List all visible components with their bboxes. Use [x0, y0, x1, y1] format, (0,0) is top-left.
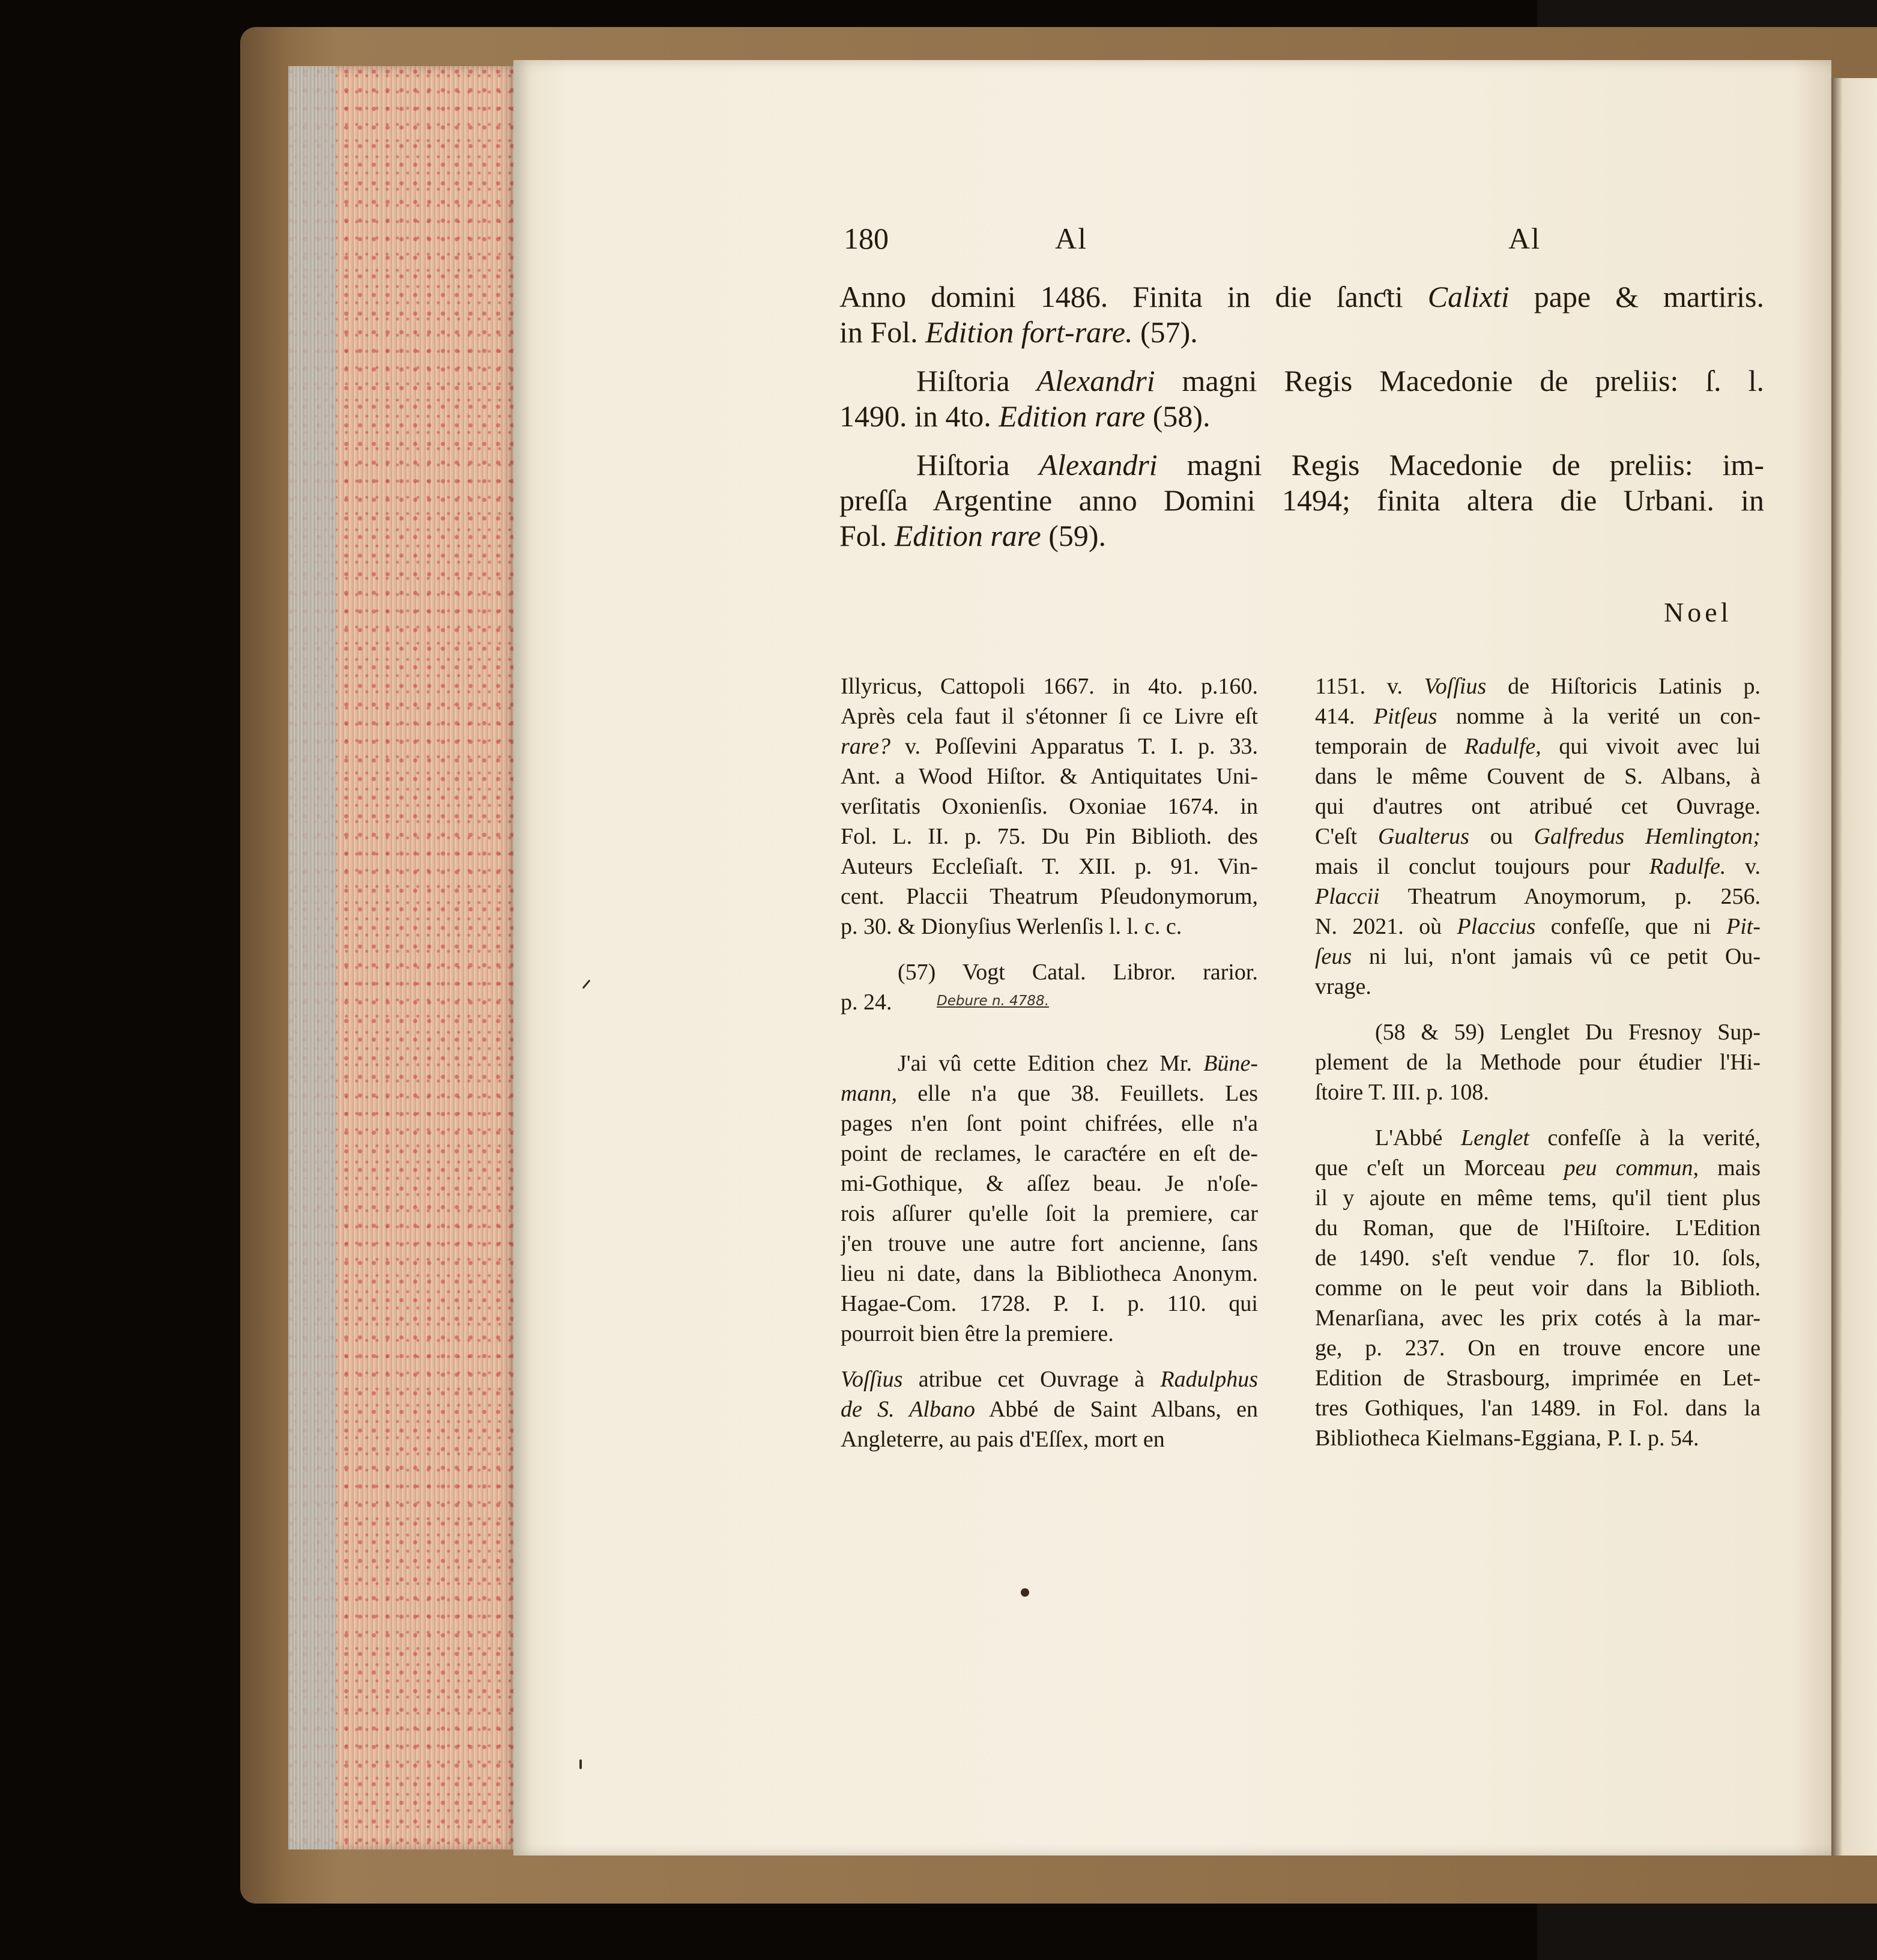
italic-text: Pit-	[1726, 914, 1761, 939]
text-run: pages n'en ſont point chifrées, elle n'a	[841, 1111, 1258, 1136]
text-run: Hagae-Com. 1728. P. I. p. 110. qui	[841, 1291, 1258, 1316]
text-run: mais	[1698, 1155, 1761, 1181]
text-run: (59).	[1041, 519, 1106, 552]
text-run: (57) Vogt Catal. Libror. rarior.	[898, 960, 1258, 985]
text-run: p. 30. & Dionyſius Werlenſis l. l. c. c.	[841, 914, 1182, 939]
text-run: qui vivoit avec lui	[1541, 734, 1761, 759]
text-line	[1315, 1183, 1761, 1213]
text-line	[841, 882, 1258, 912]
running-head-left: Al	[1055, 222, 1087, 255]
text-line	[841, 1364, 1258, 1394]
text-line	[1315, 761, 1761, 791]
text-run: lieu ni date, dans la Bibliotheca Anonym.	[841, 1261, 1258, 1286]
text-run: ni lui, n'ont jamais vû ce petit Ou-	[1352, 944, 1761, 969]
italic-text: Radulphus	[1160, 1367, 1258, 1392]
text-run: point de reclames, le caraƈtére en eſt de-	[841, 1141, 1258, 1166]
text-run: nomme à la verité un con-	[1437, 704, 1761, 729]
text-line	[841, 1319, 1258, 1349]
text-run: Hiſtoria	[916, 448, 1039, 482]
main-entries	[839, 279, 1764, 567]
text-line	[1315, 1153, 1761, 1183]
text-run: Hiſtoria	[916, 364, 1037, 398]
text-line	[1315, 701, 1761, 731]
text-run: N. 2021. où	[1315, 914, 1457, 939]
text-line	[841, 1394, 1258, 1424]
text-run: C'eſt	[1315, 824, 1378, 849]
text-run: Fol.	[839, 519, 895, 552]
handwritten-annotation: Debure n. 4788.	[937, 993, 1049, 1009]
text-run: Auteurs Eccleſiaſt. T. XII. p. 91. Vin-	[841, 854, 1258, 879]
text-line	[1315, 791, 1761, 821]
text-line	[1315, 882, 1761, 912]
text-line	[841, 821, 1258, 851]
text-line	[841, 987, 1258, 1017]
text-line	[1315, 821, 1761, 851]
text-run: Illyricus, Cattopoli 1667. in 4to. p.160.	[841, 674, 1258, 699]
note-paragraph	[1315, 671, 1761, 1002]
note-paragraph	[1315, 1123, 1761, 1453]
entry-paragraph	[839, 447, 1764, 554]
text-line	[1315, 972, 1761, 1002]
text-run: comme on le peut voir dans la Biblioth.	[1315, 1275, 1761, 1301]
italic-text: Calixti	[1427, 280, 1510, 313]
italic-text: Voſſius	[841, 1367, 903, 1392]
italic-text: peu commun,	[1564, 1155, 1699, 1181]
text-run: ou	[1469, 824, 1534, 849]
text-line	[1315, 942, 1761, 972]
text-line	[841, 1229, 1258, 1259]
italic-text: Voſſius	[1424, 674, 1487, 699]
text-line	[841, 1259, 1258, 1289]
text-line	[1315, 1333, 1761, 1363]
text-line	[841, 731, 1258, 761]
text-run: vrage.	[1315, 974, 1371, 999]
text-run: ſtoire T. III. p. 108.	[1315, 1080, 1489, 1105]
text-run: Theatrum Anoymorum, p. 256.	[1379, 884, 1761, 909]
text-run: verſitatis Oxonienſis. Oxoniae 1674. in	[841, 794, 1258, 819]
italic-text: Lenglet	[1460, 1125, 1529, 1151]
ink-speck	[582, 979, 591, 989]
italic-text: de S. Albano	[841, 1397, 975, 1422]
note-paragraph	[841, 1048, 1258, 1349]
text-run: preſſa Argentine anno Domini 1494; finita altera die Urbani. in	[839, 483, 1764, 517]
note-paragraph	[841, 671, 1258, 942]
text-line	[841, 1109, 1258, 1139]
text-line	[1315, 1363, 1761, 1393]
text-line	[841, 791, 1258, 821]
text-line	[1315, 1303, 1761, 1333]
notes-left-column	[841, 671, 1258, 1470]
text-run: confeſſe, que ni	[1535, 914, 1727, 939]
italic-text: ſeus	[1315, 944, 1352, 969]
text-run: Anno domini 1486. Finita in die ſanƈti	[839, 280, 1428, 313]
text-line	[1315, 1047, 1761, 1077]
text-run: tres Gothiques, l'an 1489. in Fol. dans la	[1315, 1396, 1761, 1421]
text-line	[841, 912, 1258, 942]
italic-text: Alexandri	[1039, 448, 1158, 482]
text-run: Après cela faut il s'étonner ſi ce Livre eſt	[841, 704, 1258, 729]
text-line	[1315, 1213, 1761, 1243]
text-line	[839, 315, 1764, 350]
italic-text: Placcius	[1457, 914, 1536, 939]
text-line	[1315, 912, 1761, 942]
italic-text: Radulfe.	[1649, 854, 1726, 879]
note-paragraph	[841, 1364, 1258, 1454]
text-run: v. Poſſevini Apparatus T. I. p. 33.	[890, 734, 1258, 759]
text-run: in Fol.	[839, 315, 926, 349]
text-run: confeſſe à la verité,	[1529, 1125, 1761, 1151]
text-run: Edition de Strasbourg, imprimée en Let-	[1315, 1366, 1761, 1391]
text-run: pourroit bien être la premiere.	[841, 1321, 1114, 1346]
text-line	[1315, 1077, 1761, 1107]
page-number: 180	[844, 222, 889, 255]
text-run: pape & martiris.	[1509, 280, 1764, 313]
text-line	[841, 1199, 1258, 1229]
text-line	[1315, 851, 1761, 882]
text-line	[839, 279, 1764, 315]
text-run: que c'eſt un Morceau	[1315, 1155, 1564, 1181]
text-line	[841, 1424, 1258, 1454]
text-line	[839, 483, 1764, 518]
text-run: temporain de	[1315, 734, 1465, 759]
text-run: magni Regis Macedonie de preliis: ſ. l.	[1155, 364, 1764, 398]
text-run: J'ai vû cette Edition chez Mr.	[898, 1051, 1204, 1076]
text-line	[841, 851, 1258, 882]
text-line	[1315, 1243, 1761, 1273]
text-line	[841, 671, 1258, 701]
entry-paragraph	[839, 279, 1764, 350]
text-run: p. 24.	[841, 990, 892, 1015]
text-line	[841, 1289, 1258, 1319]
italic-text: Pitſeus	[1373, 704, 1437, 729]
text-line	[1315, 1123, 1761, 1153]
text-run: Menarſiana, avec les prix cotés à la mar-	[1315, 1305, 1761, 1331]
text-run: ge, p. 237. On en trouve encore une	[1315, 1335, 1761, 1361]
text-run: (58).	[1145, 399, 1211, 433]
text-run: cent. Placcii Theatrum Pſeudonymorum,	[841, 884, 1258, 909]
italic-text: Gualterus	[1377, 824, 1469, 849]
text-run: Angleterre, au pais d'Eſſex, mort en	[841, 1427, 1165, 1452]
text-run: il y ajoute en même tems, qu'il tient plus	[1315, 1185, 1761, 1211]
text-run: mi-Gothique, & aſſez beau. Je n'oſe-	[841, 1171, 1258, 1196]
italic-text: Alexandri	[1036, 364, 1155, 398]
catchword: Noel	[1664, 597, 1732, 628]
text-line	[1315, 671, 1761, 701]
text-run: (58 & 59) Lenglet Du Fresnoy Sup-	[1375, 1020, 1761, 1045]
text-line	[841, 1048, 1258, 1078]
notes-right-column	[1315, 671, 1761, 1469]
text-line	[839, 399, 1764, 434]
entry-paragraph	[839, 363, 1764, 434]
text-run: magni Regis Macedonie de preliis: im-	[1157, 448, 1764, 482]
text-run: (57).	[1132, 315, 1198, 349]
page-edges-shadow	[288, 66, 336, 1850]
text-run: Bibliotheca Kielmans-Eggiana, P. I. p. 54.	[1315, 1426, 1699, 1451]
ink-speck	[579, 1759, 582, 1769]
italic-text: rare?	[841, 734, 891, 759]
italic-text: Edition rare	[894, 519, 1041, 552]
text-line	[841, 1169, 1258, 1199]
text-line	[839, 518, 1764, 554]
text-run: Ant. a Wood Hiſtor. & Antiquitates Uni-	[841, 764, 1258, 789]
text-run: de Hiſtoricis Latinis p.	[1486, 674, 1761, 699]
text-run: j'en trouve une autre fort ancienne, ſans	[841, 1231, 1258, 1256]
italic-text: Placcii	[1315, 884, 1380, 909]
text-run: mais il conclut toujours pour	[1315, 854, 1649, 879]
facing-page-edge	[1831, 78, 1877, 1856]
text-line	[841, 957, 1258, 987]
text-run: de 1490. s'eſt vendue 7. flor 10. ſols,	[1315, 1245, 1761, 1271]
text-line	[1315, 1393, 1761, 1423]
text-line	[839, 363, 1764, 399]
text-run: 1151. v.	[1315, 674, 1424, 699]
text-line	[841, 1078, 1258, 1109]
note-paragraph	[841, 957, 1258, 1033]
italic-text: Edition fort-rare.	[925, 315, 1133, 349]
italic-text: Edition rare	[999, 399, 1146, 433]
text-line	[1315, 731, 1761, 761]
italic-text: mann,	[841, 1081, 897, 1106]
ink-speck	[1021, 1588, 1029, 1597]
text-run: Fol. L. II. p. 75. Du Pin Biblioth. des	[841, 824, 1258, 849]
italic-text: Galfredus Hemlington;	[1534, 824, 1761, 849]
text-run: dans le même Couvent de S. Albans, à	[1315, 764, 1761, 789]
text-run: 414.	[1315, 704, 1374, 729]
text-line	[1315, 1273, 1761, 1303]
text-run: elle n'a que 38. Feuillets. Les	[896, 1081, 1258, 1106]
text-line	[841, 701, 1258, 731]
text-run: v.	[1726, 854, 1761, 879]
note-paragraph	[1315, 1017, 1761, 1107]
text-run: qui d'autres ont atribué cet Ouvrage.	[1315, 794, 1761, 819]
text-run: L'Abbé	[1375, 1125, 1461, 1151]
text-line	[1315, 1017, 1761, 1047]
text-line	[1315, 1423, 1761, 1453]
text-run: du Roman, que de l'Hiſtoire. L'Edition	[1315, 1215, 1761, 1241]
italic-text: Büne-	[1203, 1051, 1258, 1076]
text-run: atribue cet Ouvrage à	[902, 1367, 1161, 1392]
italic-text: Radulfe,	[1464, 734, 1541, 759]
text-line	[841, 1139, 1258, 1169]
text-run: 1490. in 4to.	[839, 399, 999, 433]
text-line	[839, 447, 1764, 483]
text-run: rois aſſurer qu'elle ſoit la premiere, car	[841, 1201, 1258, 1226]
running-head-right: Al	[1508, 222, 1541, 255]
text-line	[841, 761, 1258, 791]
text-run: Abbé de Saint Albans, en	[975, 1397, 1258, 1422]
text-run: plement de la Methode pour étudier l'Hi-	[1315, 1050, 1761, 1075]
